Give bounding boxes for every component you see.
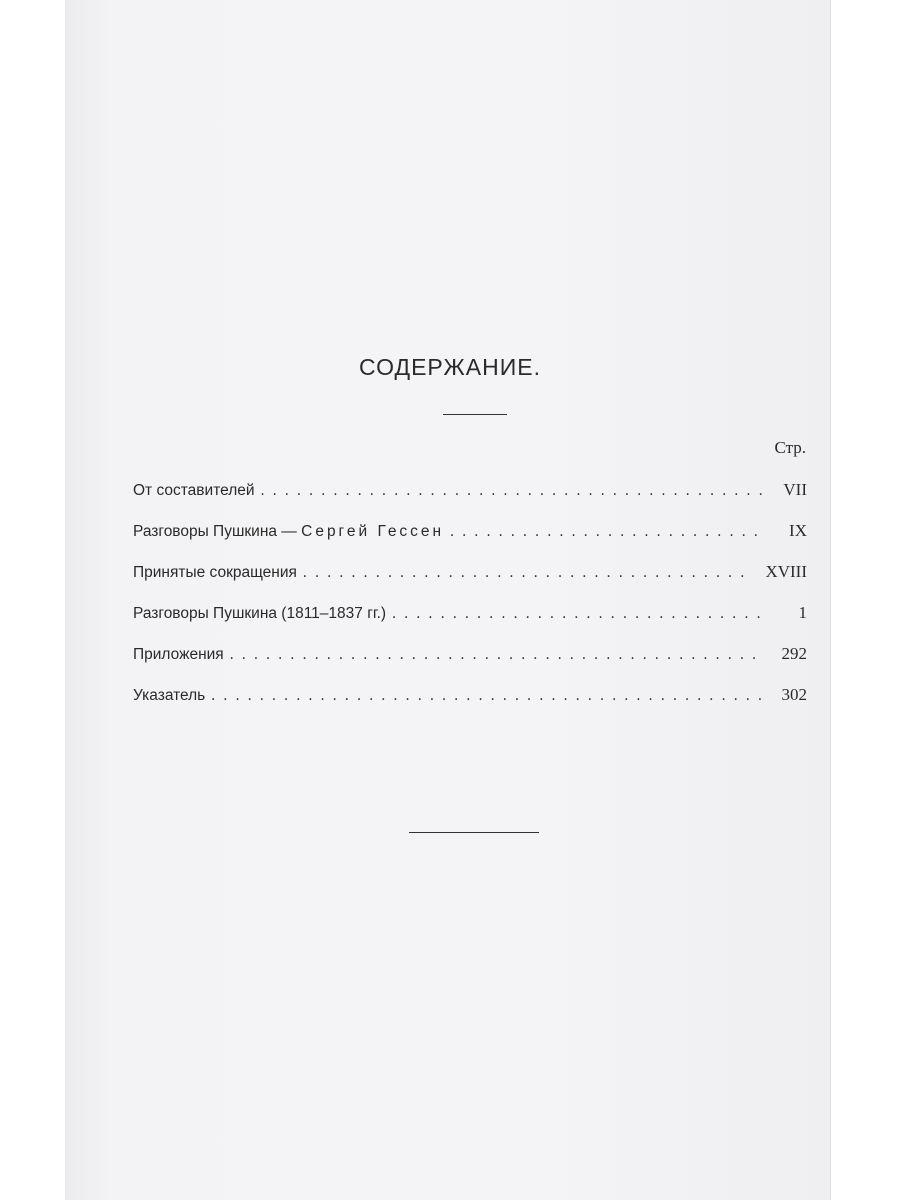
- toc-entry: [133, 521, 807, 562]
- dot-leader: [303, 564, 752, 582]
- toc-entry-page: VII: [783, 480, 807, 499]
- page-title: СОДЕРЖАНИЕ.: [359, 354, 541, 380]
- dot-leader: [261, 482, 763, 500]
- toc-entry-page: IX: [789, 521, 807, 540]
- toc-entry: [133, 562, 807, 603]
- dot-leader: [392, 605, 763, 623]
- toc-entry-page: 1: [798, 603, 807, 622]
- dot-leader: [230, 646, 763, 664]
- table-of-contents: [133, 480, 807, 726]
- toc-entry: [133, 685, 807, 726]
- toc-entry-page: 292: [781, 644, 807, 663]
- toc-entry-label: От составителей: [133, 482, 255, 499]
- toc-entry-label-wrap: [133, 523, 450, 541]
- title-underline: [443, 414, 507, 415]
- toc-entry-label: Разговоры Пушкина —: [133, 523, 302, 540]
- section-end-rule: [409, 832, 539, 833]
- page-column-label: Стр.: [774, 438, 806, 457]
- toc-entry: [133, 644, 807, 685]
- toc-entry: [133, 603, 807, 644]
- dot-leader: [211, 687, 763, 705]
- toc-entry-page: 302: [781, 685, 807, 704]
- toc-entry-label: Приложения: [133, 646, 224, 663]
- toc-entry-label: Разговоры Пушкина (1811–1837 гг.): [133, 605, 387, 622]
- toc-entry-label: Указатель: [133, 687, 206, 704]
- dot-leader: [450, 523, 763, 541]
- toc-entry-author: Сергей Гессен: [301, 523, 445, 540]
- toc-entry-label: Принятые сокращения: [133, 564, 297, 581]
- toc-entry-page: XVIII: [765, 562, 807, 581]
- toc-entry: [133, 480, 807, 521]
